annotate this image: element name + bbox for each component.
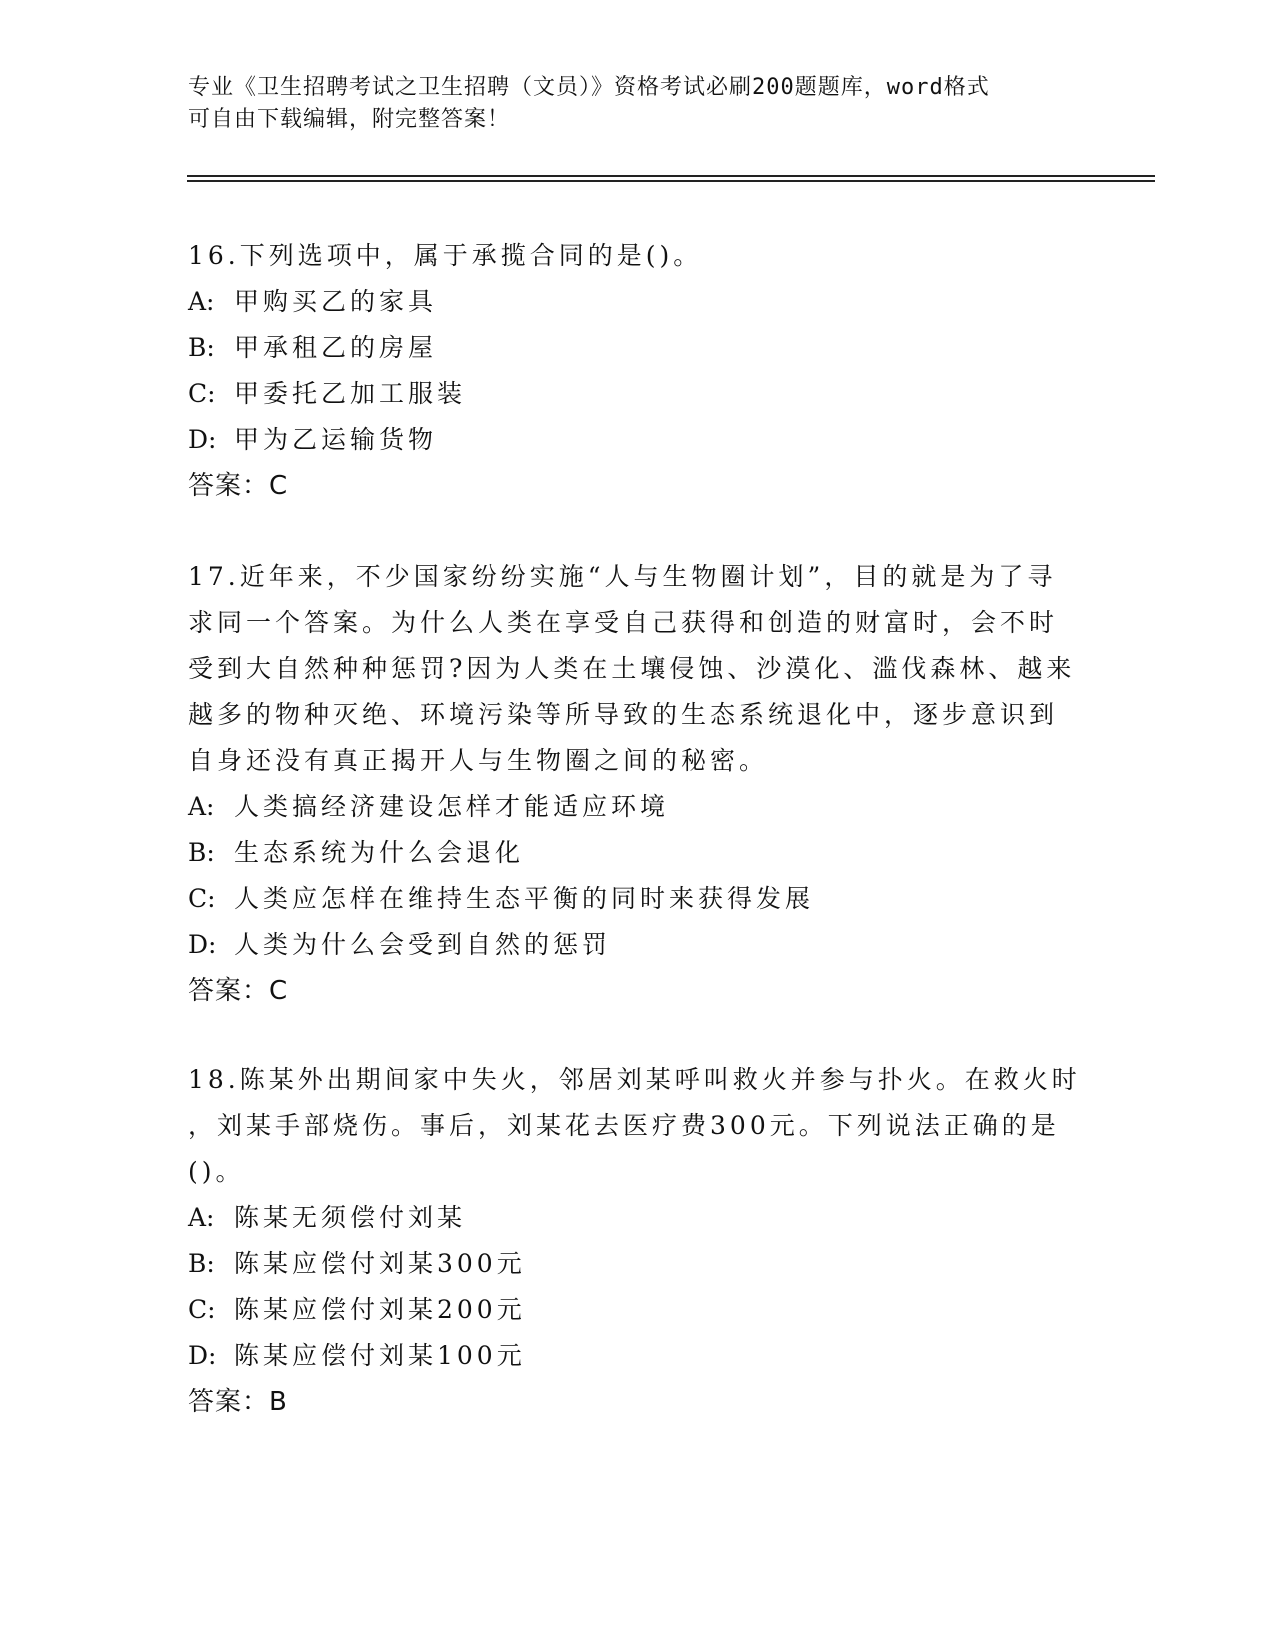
option-b bbox=[188, 830, 1088, 876]
option-letter: D: bbox=[188, 425, 217, 454]
option-text: 陈某应偿付刘某300元 bbox=[234, 1249, 526, 1278]
question-text-line-1: 18.陈某外出期间家中失火，邻居刘某呼叫救火并参与扑火。在救火时 bbox=[188, 1065, 1081, 1094]
question-text-line-4: 越多的物种灭绝、环境污染等所导致的生态系统退化中，逐步意识到 bbox=[188, 700, 1059, 729]
option-text: 甲购买乙的家具 bbox=[234, 287, 438, 316]
question-text-line-2: 求同一个答案。为什么人类在享受自己获得和创造的财富时，会不时 bbox=[188, 608, 1059, 637]
option-text: 生态系统为什么会退化 bbox=[234, 838, 525, 867]
option-d bbox=[188, 417, 1088, 463]
option-d bbox=[188, 1333, 1088, 1379]
answer-label: 答案：B bbox=[188, 1387, 288, 1417]
option-a bbox=[188, 279, 1088, 325]
option-letter: A: bbox=[188, 1203, 215, 1232]
option-text: 陈某应偿付刘某100元 bbox=[234, 1341, 526, 1370]
option-a bbox=[188, 1195, 1088, 1241]
option-letter: B: bbox=[188, 333, 215, 362]
option-c bbox=[188, 876, 1088, 922]
option-text: 甲为乙运输货物 bbox=[234, 425, 438, 454]
option-text: 陈某应偿付刘某200元 bbox=[234, 1295, 526, 1324]
option-letter: C: bbox=[188, 379, 216, 408]
document-header bbox=[188, 72, 1068, 136]
header-line-2: 可自由下载编辑，附完整答案！ bbox=[188, 107, 511, 132]
option-letter: B: bbox=[188, 1249, 215, 1278]
header-divider-top bbox=[187, 175, 1155, 177]
question-text-line-1: 17.近年来，不少国家纷纷实施“人与生物圈计划”，目的就是为了寻 bbox=[188, 562, 1057, 591]
option-letter: A: bbox=[188, 287, 215, 316]
option-d bbox=[188, 922, 1088, 968]
question-17 bbox=[188, 554, 1088, 1014]
option-letter: D: bbox=[188, 930, 217, 959]
question-text-line-5: 自身还没有真正揭开人与生物圈之间的秘密。 bbox=[188, 746, 769, 775]
answer-label: 答案：C bbox=[188, 471, 289, 501]
option-letter: D: bbox=[188, 1341, 217, 1370]
option-a bbox=[188, 784, 1088, 830]
option-letter: B: bbox=[188, 838, 215, 867]
header-line-1: 专业《卫生招聘考试之卫生招聘（文员）》资格考试必刷200题题库，word格式 bbox=[188, 75, 990, 100]
answer-label: 答案：C bbox=[188, 976, 289, 1006]
option-text: 陈某无须偿付刘某 bbox=[234, 1203, 467, 1232]
option-text: 人类为什么会受到自然的惩罚 bbox=[234, 930, 612, 959]
option-b bbox=[188, 1241, 1088, 1287]
option-text: 人类搞经济建设怎样才能适应环境 bbox=[234, 792, 670, 821]
header-divider-bottom bbox=[187, 180, 1155, 182]
option-text: 人类应怎样在维持生态平衡的同时来获得发展 bbox=[234, 884, 815, 913]
option-letter: C: bbox=[188, 1295, 216, 1324]
option-letter: C: bbox=[188, 884, 216, 913]
option-c bbox=[188, 371, 1088, 417]
option-text: 甲承租乙的房屋 bbox=[234, 333, 438, 362]
option-letter: A: bbox=[188, 792, 215, 821]
question-16 bbox=[188, 233, 1088, 509]
option-c bbox=[188, 1287, 1088, 1333]
question-text-line-3: ()。 bbox=[188, 1157, 245, 1186]
question-text-line-2: ，刘某手部烧伤。事后，刘某花去医疗费300元。下列说法正确的是 bbox=[188, 1111, 1060, 1140]
option-text: 甲委托乙加工服装 bbox=[234, 379, 467, 408]
question-text-line-3: 受到大自然种种惩罚?因为人类在土壤侵蚀、沙漠化、滥伐森林、越来 bbox=[188, 654, 1076, 683]
question-18 bbox=[188, 1057, 1088, 1425]
option-b bbox=[188, 325, 1088, 371]
question-text: 16.下列选项中，属于承揽合同的是()。 bbox=[188, 241, 703, 270]
